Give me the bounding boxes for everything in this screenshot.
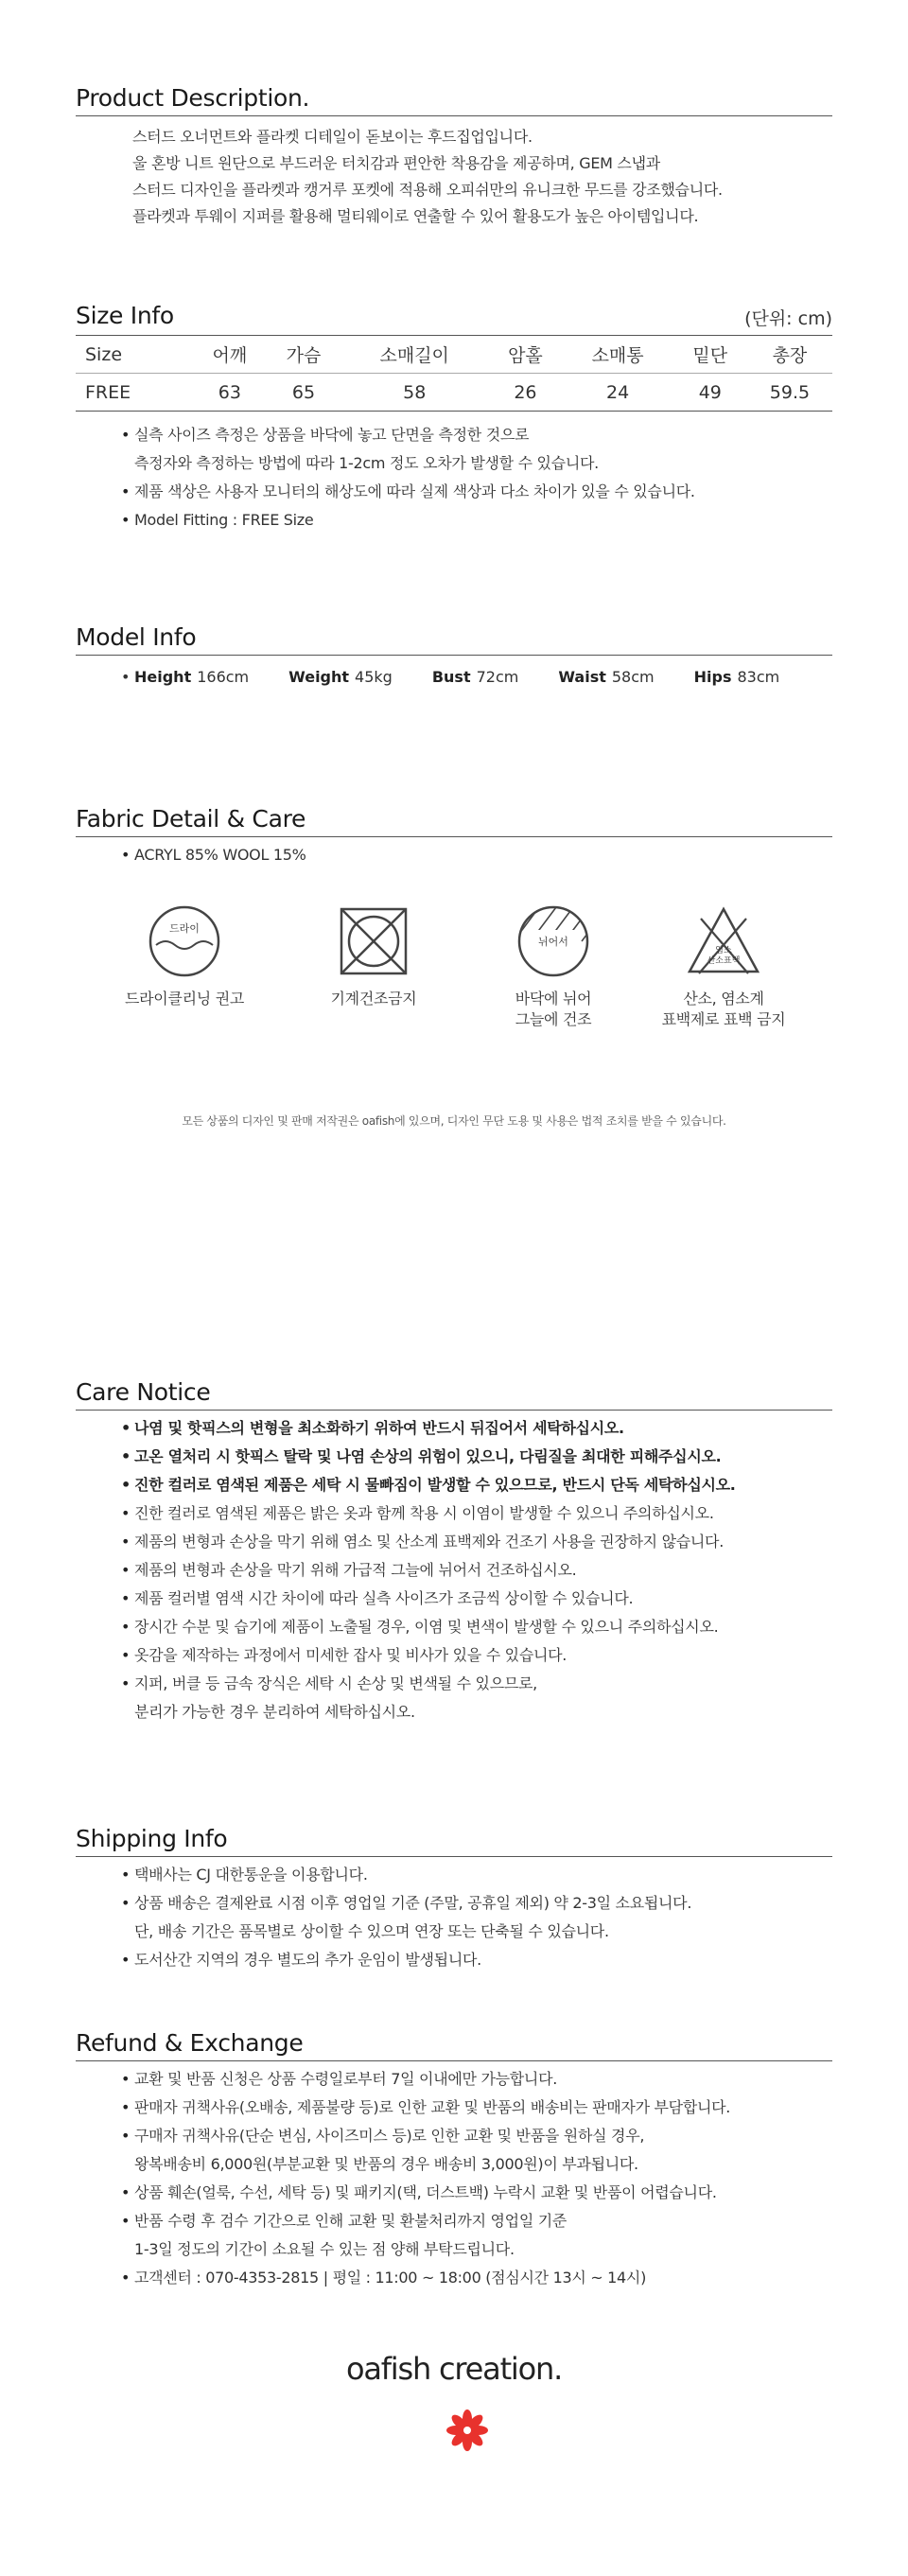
- table-header-row: [76, 336, 832, 374]
- table-header: 어깨: [193, 336, 267, 374]
- care-label: 기계건조금지: [330, 990, 417, 1008]
- model-waist: Waist 58cm: [558, 668, 655, 686]
- flower-center: [463, 2427, 471, 2434]
- list-item: • 진한 컬러로 염색된 제품은 세탁 시 물빠짐이 발생할 수 있으므로, 반드시 단독 세탁하십시오.: [121, 1471, 832, 1499]
- description-text: [76, 116, 832, 230]
- section-title: Size Info: [76, 302, 174, 329]
- model-hips: Hips 83cm: [693, 668, 780, 686]
- list-item: • 고객센터 : 070-4353-2815 | 평일 : 11:00 ~ 18:00 (점심시간 13시 ~ 14시): [121, 2264, 832, 2292]
- list-item: • 도서산간 지역의 경우 별도의 추가 운임이 발생됩니다.: [121, 1946, 832, 1974]
- list-item: • 구매자 귀책사유(단순 변심, 사이즈미스 등)로 인한 교환 및 반품을 원하실 경우,: [121, 2122, 832, 2150]
- table-cell: 58: [340, 374, 488, 412]
- model-info-section: [76, 621, 832, 692]
- shipping-list: [76, 1857, 832, 1974]
- list-item: • 제품 컬러별 염색 시간 차이에 따라 실측 사이즈가 조금씩 상이할 수 있습니다.: [121, 1585, 832, 1613]
- table-header: 밑단: [673, 336, 747, 374]
- no-tumble-dry-icon: [336, 903, 411, 979]
- list-item: • 상품 훼손(얼룩, 수선, 세탁 등) 및 패키지(택, 더스트백) 누락시 교환 및 반품이 어렵습니다.: [121, 2179, 832, 2207]
- refund-list: [76, 2061, 832, 2292]
- section-title: Care Notice: [76, 1378, 211, 1406]
- care-item-dry-clean: [104, 903, 265, 1009]
- care-item-flat-dry: [473, 903, 634, 1030]
- care-notice-list: [76, 1411, 832, 1726]
- list-item: 1-3일 정도의 기간이 소요될 수 있는 점 양해 부탁드립니다.: [134, 2240, 515, 2258]
- table-cell: 49: [673, 374, 747, 412]
- description-line: 플라켓과 투웨이 지퍼를 활용해 멀티웨이로 연출할 수 있어 활용도가 높은 아이템입니다.: [132, 207, 699, 225]
- list-item: • 실측 사이즈 측정은 상품을 바닥에 놓고 단면을 측정한 것으로: [121, 421, 832, 449]
- care-icons: [76, 903, 832, 1036]
- dry-clean-icon: [147, 903, 222, 979]
- size-notes: [76, 412, 832, 534]
- care-label: 드라이클리닝 권고: [124, 990, 245, 1008]
- svg-text:뉘어서: 뉘어서: [538, 936, 568, 948]
- list-item: • 지퍼, 버클 등 금속 장식은 세탁 시 손상 및 변색될 수 있으므로,: [121, 1670, 832, 1698]
- list-item: • 택배사는 CJ 대한통운을 이용합니다.: [121, 1861, 832, 1889]
- table-cell: 24: [563, 374, 673, 412]
- list-item: • 고온 열처리 시 핫픽스 탈락 및 나염 손상의 위험이 있으니, 다림질을 최대한 피해주십시오.: [121, 1443, 832, 1471]
- list-item: • ACRYL 85% WOOL 15%: [121, 841, 832, 869]
- svg-text:산소표백: 산소표백: [707, 956, 741, 966]
- flat-dry-shade-icon: [515, 903, 591, 979]
- list-item: • 제품 색상은 사용자 모니터의 해상도에 따라 실제 색상과 다소 차이가 있을 수 있습니다.: [121, 478, 832, 506]
- table-header: 총장: [747, 336, 832, 374]
- size-info-section: [76, 299, 832, 534]
- list-item: • 진한 컬러로 염색된 제품은 밝은 옷과 함께 착용 시 이염이 발생할 수 있으니 주의하십시오.: [121, 1499, 832, 1528]
- bullet-dot: •: [121, 668, 131, 686]
- list-item: • 교환 및 반품 신청은 상품 수령일로부터 7일 이내에만 가능합니다.: [121, 2065, 832, 2094]
- no-bleach-icon: [686, 903, 761, 979]
- table-cell: 26: [488, 374, 562, 412]
- care-item-no-tumble-dry: [293, 903, 454, 1009]
- fabric-composition: [76, 837, 832, 869]
- table-cell: 59.5: [747, 374, 832, 412]
- table-header: 소매통: [563, 336, 673, 374]
- product-description-section: [76, 81, 832, 230]
- list-item: 왕복배송비 6,000원(부분교환 및 반품의 경우 배송비 3,000원)이 부과됩니다.: [134, 2155, 638, 2173]
- model-height: Height 166cm: [134, 668, 250, 686]
- table-row: [76, 374, 832, 412]
- list-item: • 장시간 수분 및 습기에 제품이 노출될 경우, 이염 및 변색이 발생할 수 있으니 주의하십시오.: [121, 1613, 832, 1641]
- fabric-care-section: [76, 802, 832, 869]
- model-measurements: [76, 656, 832, 692]
- flower-logo-icon: [446, 2408, 488, 2453]
- list-item: 측정자와 측정하는 방법에 따라 1-2cm 정도 오차가 발생할 수 있습니다.: [134, 454, 599, 472]
- description-line: 울 혼방 니트 원단으로 부드러운 터치감과 편안한 착용감을 제공하며, GEM 스냅과: [132, 154, 660, 172]
- table-header: 가슴: [267, 336, 340, 374]
- list-item: • 반품 수령 후 검수 기간으로 인해 교환 및 환불처리까지 영업일 기준: [121, 2207, 832, 2235]
- section-title: Product Description.: [76, 84, 310, 112]
- table-header: Size: [76, 336, 193, 374]
- size-table: [76, 335, 832, 412]
- table-header: 암홀: [488, 336, 562, 374]
- table-cell: 65: [267, 374, 340, 412]
- model-bust: Bust 72cm: [431, 668, 519, 686]
- svg-text:드라이: 드라이: [169, 922, 200, 935]
- description-line: 스터드 디자인을 플라켓과 캥거루 포켓에 적용해 오피쉬만의 유니크한 무드를 강조했습니다.: [132, 181, 723, 199]
- section-title: Shipping Info: [76, 1825, 228, 1852]
- list-item: • 나염 및 핫픽스의 변형을 최소화하기 위하여 반드시 뒤집어서 세탁하십시오.: [121, 1414, 832, 1443]
- care-item-no-bleach: [643, 903, 804, 1030]
- table-cell: FREE: [76, 374, 193, 412]
- list-item: 분리가 가능한 경우 분리하여 세탁하십시오.: [134, 1703, 415, 1721]
- list-item: • 판매자 귀책사유(오배송, 제품불량 등)로 인한 교환 및 반품의 배송비는 판매자가 부담합니다.: [121, 2094, 832, 2122]
- list-item: • 상품 배송은 결제완료 시점 이후 영업일 기준 (주말, 공휴일 제외) 약 2-3일 소요됩니다.: [121, 1889, 832, 1918]
- list-item: 단, 배송 기간은 품목별로 상이할 수 있으며 연장 또는 단축될 수 있습니다.: [134, 1922, 609, 1940]
- list-item: • 옷감을 제작하는 과정에서 미세한 잡사 및 비사가 있을 수 있습니다.: [121, 1641, 832, 1670]
- table-cell: 63: [193, 374, 267, 412]
- brand-name: oafish creation.: [345, 2351, 563, 2387]
- svg-text:염소: 염소: [715, 946, 732, 955]
- list-item: • 제품의 변형과 손상을 막기 위해 염소 및 산소계 표백제와 건조기 사용을 권장하지 않습니다.: [121, 1528, 832, 1556]
- section-title: Fabric Detail & Care: [76, 805, 306, 832]
- list-item: • Model Fitting : FREE Size: [121, 506, 832, 534]
- table-header: 소매길이: [340, 336, 488, 374]
- model-weight: Weight 45kg: [288, 668, 393, 686]
- section-title: Refund & Exchange: [76, 2029, 304, 2057]
- description-line: 스터드 오너먼트와 플라켓 디테일이 돋보이는 후드집업입니다.: [132, 128, 533, 146]
- list-item: • 제품의 변형과 손상을 막기 위해 가급적 그늘에 뉘어서 건조하십시오.: [121, 1556, 832, 1585]
- refund-exchange-section: [76, 2026, 832, 2292]
- shipping-info-section: [76, 1822, 832, 1974]
- unit-label: (단위: cm): [744, 308, 832, 329]
- care-notice-section: [76, 1376, 832, 1726]
- copyright-notice: 모든 상품의 디자인 및 판매 저작권은 oafish에 있으며, 디자인 무단 도용 및 사용은 법적 조치를 받을 수 있습니다.: [182, 1114, 726, 1128]
- care-label: 산소, 염소계 표백제로 표백 금지: [661, 990, 786, 1028]
- care-label: 바닥에 뉘어 그늘에 건조: [515, 990, 592, 1028]
- section-title: Model Info: [76, 623, 197, 651]
